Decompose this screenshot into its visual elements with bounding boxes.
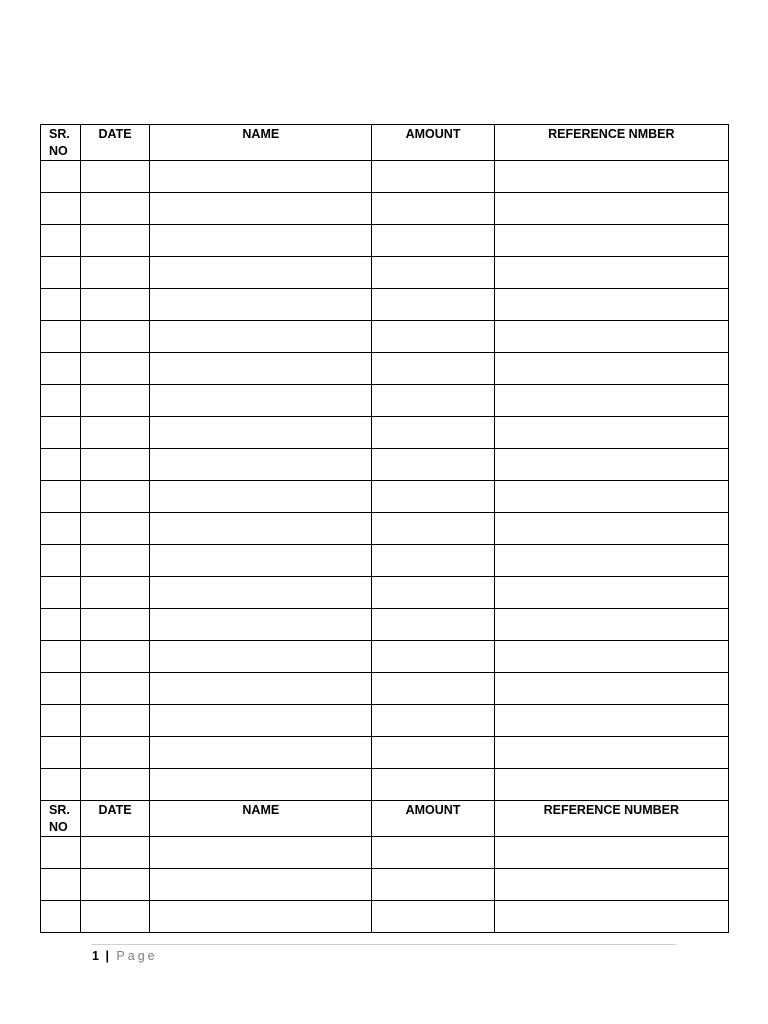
- name-cell[interactable]: [150, 449, 372, 481]
- date-cell[interactable]: [81, 449, 150, 481]
- sr-no-header-text: SR. NO: [49, 127, 70, 158]
- name-cell[interactable]: [150, 257, 372, 289]
- reference-cell[interactable]: [494, 257, 728, 289]
- sr-no-cell[interactable]: [41, 641, 81, 673]
- name-cell[interactable]: [150, 673, 372, 705]
- reference-cell[interactable]: [494, 225, 728, 257]
- amount-cell[interactable]: [372, 161, 494, 193]
- sr-no-cell[interactable]: [41, 609, 81, 641]
- amount-cell[interactable]: [372, 609, 494, 641]
- sr-no-cell[interactable]: [41, 321, 81, 353]
- reference-cell[interactable]: [494, 161, 728, 193]
- reference-cell[interactable]: [494, 353, 728, 385]
- sr-no-cell[interactable]: [41, 577, 81, 609]
- sr-no-cell[interactable]: [41, 449, 81, 481]
- name-cell[interactable]: [150, 577, 372, 609]
- table-row: [41, 901, 729, 933]
- amount-cell[interactable]: [372, 289, 494, 321]
- date-cell[interactable]: [81, 769, 150, 801]
- amount-cell[interactable]: [372, 737, 494, 769]
- amount-cell[interactable]: [372, 641, 494, 673]
- table-row: [41, 161, 729, 193]
- date-cell[interactable]: [81, 193, 150, 225]
- date-cell[interactable]: [81, 385, 150, 417]
- amount-cell[interactable]: [372, 577, 494, 609]
- table-row: [41, 225, 729, 257]
- date-cell[interactable]: [81, 869, 150, 901]
- date-cell[interactable]: [81, 901, 150, 933]
- date-cell[interactable]: [81, 481, 150, 513]
- sr-no-cell[interactable]: [41, 225, 81, 257]
- sr-no-cell[interactable]: [41, 705, 81, 737]
- reference-cell[interactable]: [494, 609, 728, 641]
- amount-cell[interactable]: [372, 417, 494, 449]
- reference-cell[interactable]: [494, 869, 728, 901]
- table-row: [41, 513, 729, 545]
- reference-cell[interactable]: [494, 769, 728, 801]
- name-cell[interactable]: [150, 545, 372, 577]
- sr-no-header-text: SR. NO: [49, 803, 70, 834]
- table-row: [41, 257, 729, 289]
- reference-cell[interactable]: [494, 513, 728, 545]
- ledger-body: [41, 125, 729, 933]
- footer-rule: [92, 944, 676, 945]
- date-cell[interactable]: [81, 577, 150, 609]
- sr-no-cell[interactable]: [41, 869, 81, 901]
- sr-no-cell[interactable]: [41, 193, 81, 225]
- table-row: [41, 545, 729, 577]
- amount-cell[interactable]: [372, 225, 494, 257]
- page-footer: [92, 948, 158, 964]
- name-cell[interactable]: [150, 869, 372, 901]
- sr-no-cell[interactable]: [41, 385, 81, 417]
- name-cell[interactable]: [150, 353, 372, 385]
- date-cell[interactable]: [81, 417, 150, 449]
- reference-cell[interactable]: [494, 289, 728, 321]
- date-cell[interactable]: [81, 225, 150, 257]
- reference-cell[interactable]: [494, 481, 728, 513]
- date-cell[interactable]: [81, 257, 150, 289]
- amount-cell[interactable]: [372, 705, 494, 737]
- table-row: [41, 673, 729, 705]
- reference-cell[interactable]: [494, 901, 728, 933]
- amount-cell[interactable]: [372, 513, 494, 545]
- reference-cell[interactable]: [494, 545, 728, 577]
- date-cell[interactable]: [81, 641, 150, 673]
- sr-no-cell[interactable]: [41, 737, 81, 769]
- page-label: Page: [116, 949, 158, 963]
- header-row-top: [41, 125, 729, 161]
- sr-no-cell[interactable]: [41, 513, 81, 545]
- amount-cell[interactable]: [372, 321, 494, 353]
- amount-cell[interactable]: [372, 481, 494, 513]
- name-cell[interactable]: [150, 769, 372, 801]
- table-row: [41, 737, 729, 769]
- date-cell[interactable]: [81, 353, 150, 385]
- sr-no-cell[interactable]: [41, 289, 81, 321]
- page-number: 1: [92, 949, 99, 963]
- amount-cell[interactable]: [372, 545, 494, 577]
- amount-cell[interactable]: [372, 257, 494, 289]
- date-cell[interactable]: [81, 161, 150, 193]
- date-cell[interactable]: [81, 321, 150, 353]
- amount-cell[interactable]: [372, 353, 494, 385]
- table-row: [41, 385, 729, 417]
- sr-no-cell[interactable]: [41, 161, 81, 193]
- date-cell[interactable]: [81, 673, 150, 705]
- amount-cell[interactable]: [372, 449, 494, 481]
- table-row: [41, 609, 729, 641]
- amount-cell[interactable]: [372, 193, 494, 225]
- sr-no-cell[interactable]: [41, 257, 81, 289]
- date-cell[interactable]: [81, 289, 150, 321]
- table-row: [41, 837, 729, 869]
- name-cell[interactable]: [150, 321, 372, 353]
- table-row: [41, 641, 729, 673]
- name-cell[interactable]: [150, 901, 372, 933]
- name-cell[interactable]: [150, 641, 372, 673]
- table-row: [41, 193, 729, 225]
- footer-separator: |: [105, 949, 109, 963]
- reference-cell[interactable]: [494, 321, 728, 353]
- reference-cell[interactable]: [494, 449, 728, 481]
- reference-cell[interactable]: [494, 673, 728, 705]
- reference-header: REFERENCE NMBER: [494, 125, 728, 161]
- amount-cell[interactable]: [372, 869, 494, 901]
- amount-cell[interactable]: [372, 673, 494, 705]
- name-cell[interactable]: [150, 417, 372, 449]
- table-row: [41, 869, 729, 901]
- sr-no-cell[interactable]: [41, 673, 81, 705]
- amount-cell[interactable]: [372, 769, 494, 801]
- reference-cell[interactable]: [494, 385, 728, 417]
- name-cell[interactable]: [150, 837, 372, 869]
- name-cell[interactable]: [150, 609, 372, 641]
- sr-no-header: [41, 125, 81, 161]
- table-row: [41, 577, 729, 609]
- ledger-table: [40, 124, 729, 933]
- sr-no-cell[interactable]: [41, 481, 81, 513]
- reference-cell[interactable]: [494, 837, 728, 869]
- name-cell[interactable]: [150, 225, 372, 257]
- date-cell[interactable]: [81, 545, 150, 577]
- name-cell[interactable]: [150, 193, 372, 225]
- table-row: [41, 353, 729, 385]
- date-header: DATE: [81, 801, 150, 837]
- date-header: DATE: [81, 125, 150, 161]
- reference-cell[interactable]: [494, 737, 728, 769]
- table-row: [41, 289, 729, 321]
- name-cell[interactable]: [150, 705, 372, 737]
- reference-header: REFERENCE NUMBER: [494, 801, 728, 837]
- sr-no-cell[interactable]: [41, 545, 81, 577]
- reference-cell[interactable]: [494, 417, 728, 449]
- table-row: [41, 769, 729, 801]
- name-cell[interactable]: [150, 385, 372, 417]
- sr-no-cell[interactable]: [41, 837, 81, 869]
- table-row: [41, 417, 729, 449]
- sr-no-cell[interactable]: [41, 417, 81, 449]
- amount-header: AMOUNT: [372, 801, 494, 837]
- reference-cell[interactable]: [494, 193, 728, 225]
- sr-no-cell[interactable]: [41, 353, 81, 385]
- date-cell[interactable]: [81, 705, 150, 737]
- sr-no-cell[interactable]: [41, 901, 81, 933]
- table-row: [41, 321, 729, 353]
- date-cell[interactable]: [81, 737, 150, 769]
- reference-cell[interactable]: [494, 705, 728, 737]
- name-cell[interactable]: [150, 481, 372, 513]
- amount-header: AMOUNT: [372, 125, 494, 161]
- name-header: NAME: [150, 801, 372, 837]
- date-cell[interactable]: [81, 609, 150, 641]
- name-header: NAME: [150, 125, 372, 161]
- amount-cell[interactable]: [372, 385, 494, 417]
- table-row: [41, 449, 729, 481]
- date-cell[interactable]: [81, 513, 150, 545]
- date-cell[interactable]: [81, 837, 150, 869]
- amount-cell[interactable]: [372, 901, 494, 933]
- sr-no-cell[interactable]: [41, 769, 81, 801]
- name-cell[interactable]: [150, 513, 372, 545]
- name-cell[interactable]: [150, 737, 372, 769]
- table-row: [41, 705, 729, 737]
- name-cell[interactable]: [150, 289, 372, 321]
- name-cell[interactable]: [150, 161, 372, 193]
- reference-cell[interactable]: [494, 641, 728, 673]
- amount-cell[interactable]: [372, 837, 494, 869]
- table-row: [41, 481, 729, 513]
- reference-cell[interactable]: [494, 577, 728, 609]
- sr-no-header: [41, 801, 81, 837]
- header-row-bottom: [41, 801, 729, 837]
